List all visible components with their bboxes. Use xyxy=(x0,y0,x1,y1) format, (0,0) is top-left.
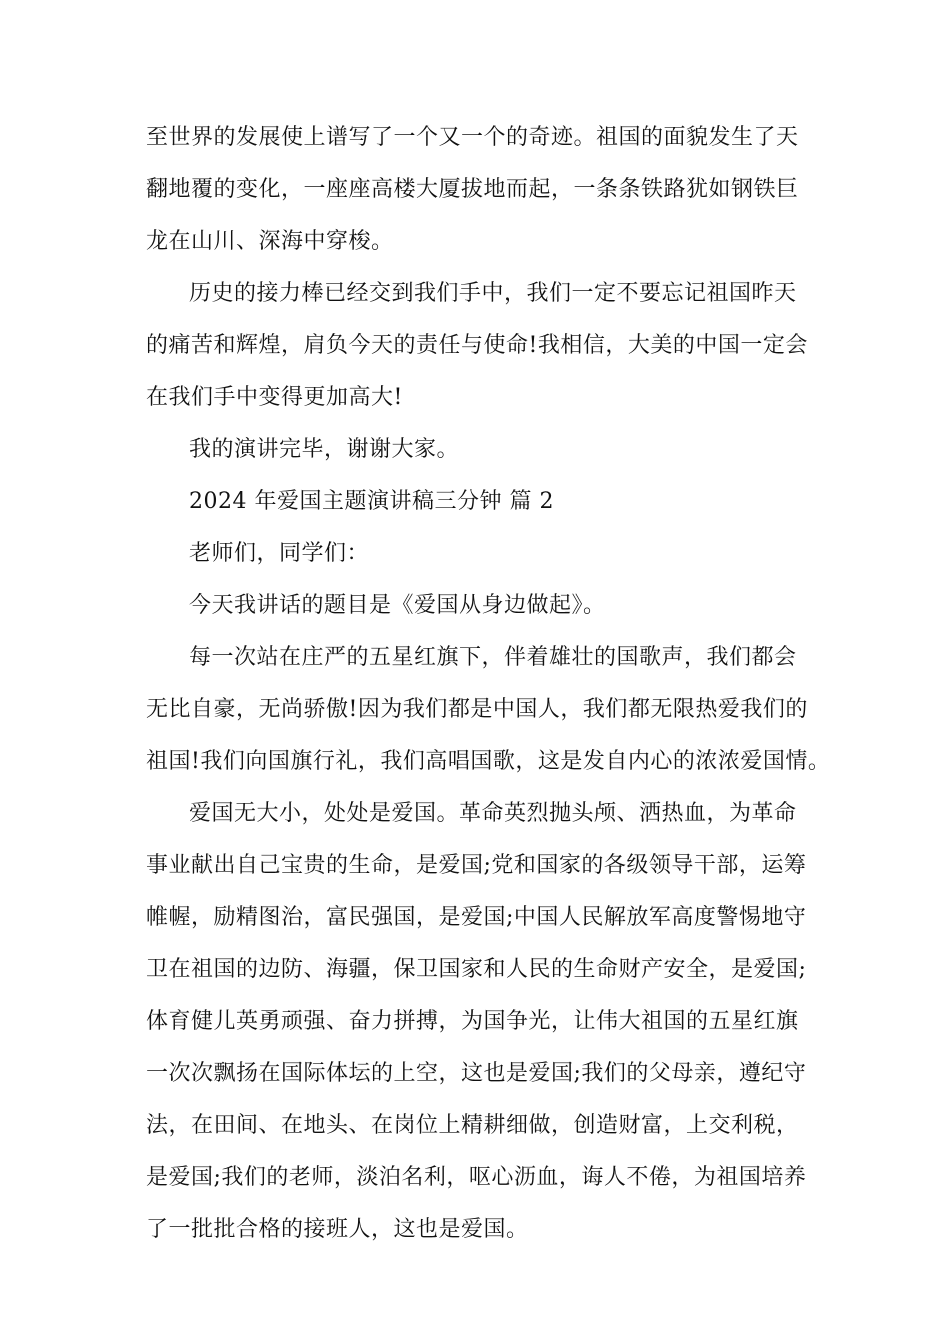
text-line: 卫在祖国的边防、海疆，保卫国家和人民的生命财产安全，是爱国; xyxy=(146,957,807,982)
text-line: 法，在田间、在地头、在岗位上精耕细做，创造财富，上交利税， xyxy=(146,1113,799,1138)
text-line: 了一批批合格的接班人，这也是爱国。 xyxy=(146,1217,529,1242)
paragraph-start-line: 每一次站在庄严的五星红旗下，伴着雄壮的国歌声，我们都会 xyxy=(189,645,797,670)
text-line: 一次次飘扬在国际体坛的上空，这也是爱国;我们的父母亲，遵纪守 xyxy=(146,1061,807,1086)
text-line: 至世界的发展使上谱写了一个又一个的奇迹。祖国的面貌发生了天 xyxy=(146,125,799,150)
text-line: 事业献出自己宝贵的生命，是爱国;党和国家的各级领导干部，运筹 xyxy=(146,853,807,878)
text-line: 祖国!我们向国旗行礼，我们高唱国歌，这是发自内心的浓浓爱国情。 xyxy=(146,749,831,774)
text-line: 体育健儿英勇顽强、奋力拼搏，为国争光，让伟大祖国的五星红旗 xyxy=(146,1009,799,1034)
closing-remark: 我的演讲完毕，谢谢大家。 xyxy=(189,437,460,462)
text-line: 无比自豪，无尚骄傲!因为我们都是中国人，我们都无限热爱我们的 xyxy=(146,697,808,722)
text-line: 的痛苦和辉煌，肩负今天的责任与使命!我相信，大美的中国一定会 xyxy=(146,333,808,358)
text-line: 龙在山川、深海中穿梭。 xyxy=(146,229,394,254)
text-line: 在我们手中变得更加高大! xyxy=(146,385,403,410)
text-line: 是爱国;我们的老师，淡泊名利，呕心沥血，诲人不倦，为祖国培养 xyxy=(146,1165,807,1190)
text-line: 翻地覆的变化，一座座高楼大厦拔地而起，一条条铁路犹如钢铁巨 xyxy=(146,177,799,202)
text-line: 帷幄，励精图治，富民强国，是爱国;中国人民解放军高度警惕地守 xyxy=(146,905,807,930)
paragraph-start-line: 历史的接力棒已经交到我们手中，我们一定不要忘记祖国昨天 xyxy=(189,281,797,306)
salutation: 老师们，同学们： xyxy=(189,541,370,566)
speech-topic: 今天我讲话的题目是《爱国从身边做起》。 xyxy=(189,593,606,618)
paragraph-start-line: 爱国无大小，处处是爱国。革命英烈抛头颅、洒热血，为革命 xyxy=(189,801,797,826)
section-heading: 2024 年爱国主题演讲稿三分钟 篇 2 xyxy=(189,489,554,514)
document-body xyxy=(146,112,831,1256)
